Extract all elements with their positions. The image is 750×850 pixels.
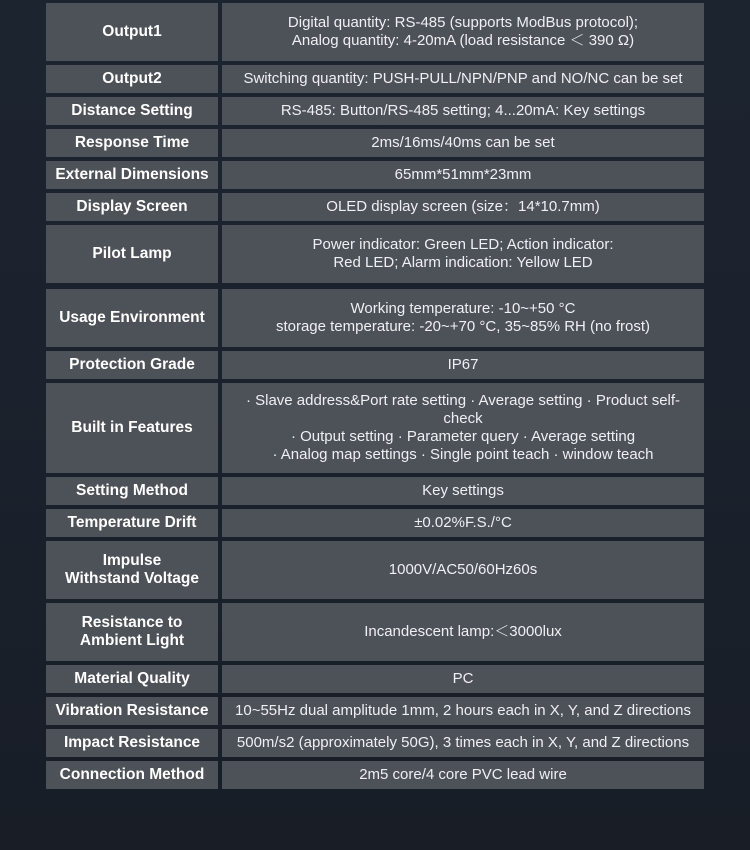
spec-label: Built in Features — [46, 383, 218, 473]
spec-label: Response Time — [46, 129, 218, 157]
spec-label: Distance Setting — [46, 97, 218, 125]
spec-value: 2m5 core/4 core PVC lead wire — [222, 761, 704, 789]
spec-label: Usage Environment — [46, 289, 218, 347]
spec-value: 500m/s2 (approximately 50G), 3 times each in X, Y, and Z directions — [222, 729, 704, 757]
spec-value: 2ms/16ms/40ms can be set — [222, 129, 704, 157]
spec-table — [46, 0, 704, 793]
spec-value: Digital quantity: RS-485 (supports ModBus protocol); Analog quantity: 4-20mA (load resistance ＜ 390 Ω) — [222, 3, 704, 61]
spec-label: Connection Method — [46, 761, 218, 789]
spec-label: Impulse Withstand Voltage — [46, 541, 218, 599]
spec-value: Incandescent lamp:＜3000lux — [222, 603, 704, 661]
spec-row-output1 — [46, 3, 704, 61]
spec-label: External Dimensions — [46, 161, 218, 189]
spec-row-external-dimensions — [46, 161, 704, 189]
spec-row-impulse-withstand-voltage — [46, 541, 704, 599]
spec-value: 10~55Hz dual amplitude 1mm, 2 hours each in X, Y, and Z directions — [222, 697, 704, 725]
spec-value: Power indicator: Green LED; Action indicator: Red LED; Alarm indication: Yellow LED — [222, 225, 704, 283]
spec-row-impact-resistance — [46, 729, 704, 757]
spec-label: Pilot Lamp — [46, 225, 218, 283]
spec-value: IP67 — [222, 351, 704, 379]
spec-value: OLED display screen (size：14*10.7mm) — [222, 193, 704, 221]
spec-value: 1000V/AC50/60Hz60s — [222, 541, 704, 599]
spec-row-connection-method — [46, 761, 704, 789]
spec-label: Protection Grade — [46, 351, 218, 379]
spec-row-protection-grade — [46, 351, 704, 379]
spec-value: Key settings — [222, 477, 704, 505]
spec-label: Output1 — [46, 3, 218, 61]
spec-label: Material Quality — [46, 665, 218, 693]
spec-row-response-time — [46, 129, 704, 157]
spec-row-usage-environment — [46, 289, 704, 347]
spec-value: 65mm*51mm*23mm — [222, 161, 704, 189]
spec-label: Setting Method — [46, 477, 218, 505]
spec-row-pilot-lamp — [46, 225, 704, 283]
spec-row-built-in-features — [46, 383, 704, 473]
spec-row-setting-method — [46, 477, 704, 505]
spec-label: Temperature Drift — [46, 509, 218, 537]
spec-row-resistance-to-ambient-light — [46, 603, 704, 661]
spec-row-distance-setting — [46, 97, 704, 125]
spec-label: Output2 — [46, 65, 218, 93]
spec-label: Impact Resistance — [46, 729, 218, 757]
spec-label: Resistance to Ambient Light — [46, 603, 218, 661]
spec-label: Display Screen — [46, 193, 218, 221]
spec-value: ±0.02%F.S./°C — [222, 509, 704, 537]
spec-row-vibration-resistance — [46, 697, 704, 725]
spec-value: PC — [222, 665, 704, 693]
spec-value: Working temperature: -10~+50 °C storage temperature: -20~+70 °C, 35~85% RH (no frost) — [222, 289, 704, 347]
spec-label: Vibration Resistance — [46, 697, 218, 725]
spec-row-display-screen — [46, 193, 704, 221]
spec-row-material-quality — [46, 665, 704, 693]
spec-row-temperature-drift — [46, 509, 704, 537]
spec-row-output2 — [46, 65, 704, 93]
spec-value: Switching quantity: PUSH-PULL/NPN/PNP and NO/NC can be set — [222, 65, 704, 93]
spec-value: · Slave address&Port rate setting · Average setting · Product self-check · Output setting · Parameter query · Average setting · Analog map settings · Single point teach · window teach — [222, 383, 704, 473]
spec-value: RS-485: Button/RS-485 setting; 4...20mA: Key settings — [222, 97, 704, 125]
